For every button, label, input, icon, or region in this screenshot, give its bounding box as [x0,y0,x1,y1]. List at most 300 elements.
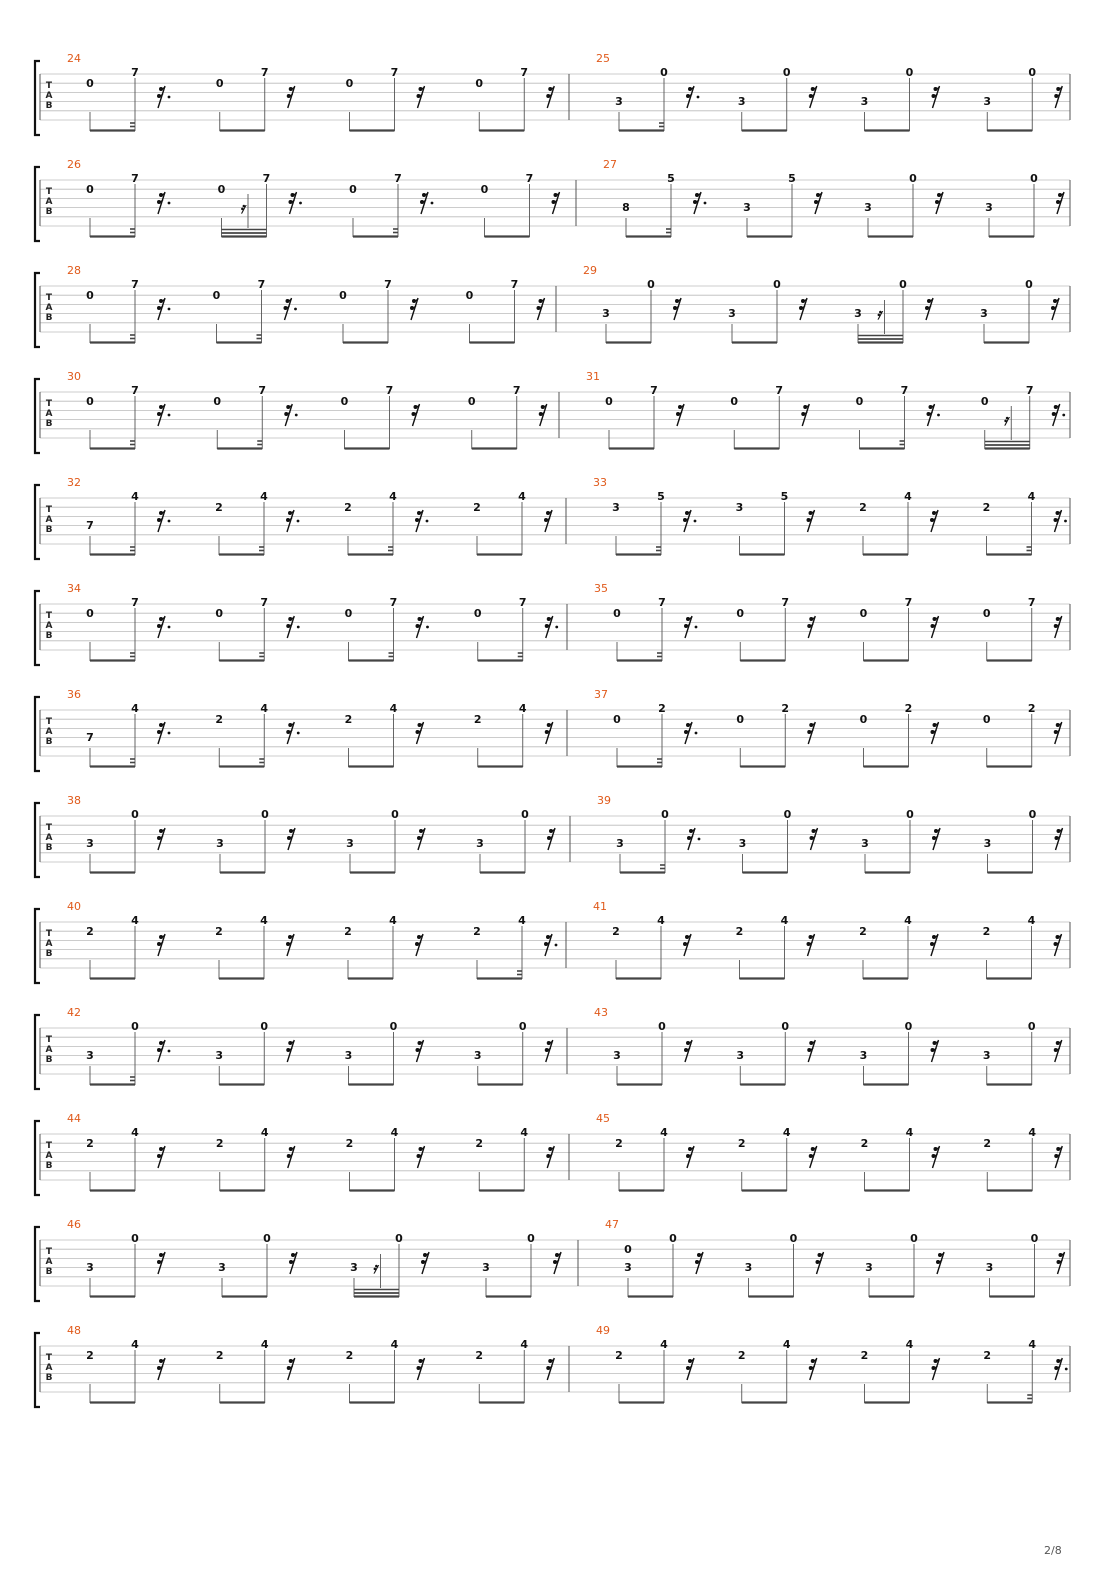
fret-number: 2 [860,1349,869,1362]
fret-number: 3 [728,307,736,320]
beat [473,490,552,555]
fret-number: 0 [261,808,269,821]
measure-number: 38 [67,794,81,807]
system-brace [35,167,40,241]
tab-clef-letter: B [45,1373,53,1383]
rest-symbol [809,86,817,108]
fret-number: 2 [86,1137,94,1150]
tab-system [35,158,1070,241]
tab-clef-letter: B [45,631,53,641]
fret-number: 2 [983,1137,992,1150]
fret-number: 3 [215,1049,224,1062]
beat [860,702,939,767]
rest-symbol [1054,1146,1062,1168]
tab-clef-letter: T [45,1141,53,1151]
rest-symbol [416,616,429,638]
fret-number: 0 [391,808,399,821]
fret-number: 0 [1030,1232,1039,1245]
fret-number: 3 [985,201,993,214]
measure-number: 42 [67,1006,81,1019]
fret-number: 4 [905,1338,914,1351]
rest-symbol [553,1252,561,1274]
fret-number: 7 [900,384,909,397]
rest-symbol [1054,86,1062,108]
fret-number: 3 [980,307,988,320]
beat [745,1232,824,1297]
fret-number: 2 [215,1137,224,1150]
fret-number: 4 [1028,1338,1037,1351]
rest-symbol [415,510,428,532]
beat [738,1126,817,1191]
beat [602,278,681,343]
fret-number: 0 [518,1020,527,1033]
rest-symbol [289,1252,297,1274]
beat [345,1020,424,1085]
beat [616,808,700,873]
rest-symbol [810,828,818,850]
rest-symbol [814,192,822,214]
measure [67,476,552,555]
rest-symbol [687,828,700,850]
fret-number: 3 [865,1261,873,1274]
tab-clef-letter: A [45,409,53,419]
fret-number: 4 [389,702,398,715]
beat [612,914,691,979]
rest-dot [695,732,698,735]
fret-number: 0 [781,1020,790,1033]
tab-clef-letter: B [45,843,53,853]
rest-symbol [286,934,294,956]
rest-symbol [1051,298,1059,320]
fret-number: 0 [905,66,914,79]
fret-number: 7 [260,596,269,609]
fret-number: 0 [605,395,613,408]
rest-symbol [286,1040,294,1062]
tab-clef-letter: T [45,505,53,515]
tab-clef-letter: B [45,949,53,959]
beat [739,808,818,873]
beat [474,1020,553,1085]
beat [86,702,170,767]
fret-number: 3 [615,95,623,108]
fret-number: 0 [773,278,781,291]
rest-dot [168,414,171,417]
fret-number: 3 [983,95,992,108]
beat [216,66,295,131]
fret-number: 7 [131,384,139,397]
rest-symbol [412,404,420,426]
beat [736,1020,815,1085]
fret-number: 2 [982,501,991,514]
rest-symbol [807,934,815,956]
fret-number: 0 [467,395,476,408]
fret-number: 5 [657,490,665,503]
tab-clef-letter: T [45,293,53,303]
measure [67,1324,554,1403]
system-brace [35,61,40,135]
beat [860,1020,939,1085]
fret-number: 3 [985,1261,994,1274]
tab-system [35,52,1070,135]
fret-number: 0 [1028,66,1037,79]
rest-dot [698,838,701,841]
tab-clef-letter: T [45,1247,53,1257]
fret-number: 4 [660,1338,668,1351]
rest-symbol [927,404,940,426]
fret-number: 0 [86,395,94,408]
rest-symbol [1057,1252,1065,1274]
fret-number: 7 [131,278,139,291]
fret-number: 0 [855,395,864,408]
beat [473,914,557,979]
rest-dot [297,626,300,629]
tab-clef-letter: B [45,207,53,217]
beat [346,66,425,131]
fret-number: 2 [615,1137,623,1150]
rest-symbol [287,1146,295,1168]
beat [215,702,299,767]
beat [856,384,940,449]
beat [344,914,423,979]
measure-number: 33 [593,476,607,489]
fret-number: 3 [86,1261,94,1274]
measure-number: 39 [597,794,611,807]
beat [341,384,420,449]
tab-system [35,1112,1070,1195]
beat [466,278,545,343]
fret-number: 0 [1028,808,1037,821]
tab-clef-letter: B [45,101,53,111]
tab-clef-letter: T [45,81,53,91]
beat [215,1020,294,1085]
beat [738,66,817,131]
rest-dot [704,202,707,205]
fret-number: 0 [789,1232,798,1245]
fret-number: 4 [904,914,912,927]
fret-number: 0 [345,77,354,90]
fret-number: 0 [215,607,224,620]
page-number: 2/8 [1044,1544,1062,1557]
system-brace [35,1015,40,1089]
fret-number: 2 [473,713,482,726]
system-brace [35,591,40,665]
rest-symbol [684,722,697,744]
fret-number: 0 [906,808,914,821]
tab-system [35,1006,1070,1089]
fret-number: 4 [1027,490,1036,503]
measure-number: 24 [67,52,81,65]
fret-number: 2 [473,501,481,514]
beat [86,278,170,343]
rest-symbol [157,404,170,426]
beat [86,384,170,449]
system-brace [35,697,40,771]
fret-number: 0 [521,808,529,821]
rest-symbol [695,1252,703,1274]
beat [612,490,696,555]
beat [983,490,1067,555]
measure [593,476,1067,555]
fret-number: 0 [339,289,347,302]
tab-clef-letter: B [45,419,53,429]
tab-clef-letter: A [45,1363,53,1373]
fret-number: 0 [736,713,745,726]
rest-symbol [415,934,423,956]
rest-symbol [417,1146,425,1168]
fret-number: 7 [658,596,666,609]
measure [67,158,560,237]
beat [984,808,1063,873]
rest-symbol [809,1358,817,1380]
measure-number: 29 [583,264,597,277]
measure-number: 44 [67,1112,81,1125]
beat [861,1126,940,1191]
rest-symbol [157,1358,165,1380]
fret-number: 4 [520,1126,529,1139]
rest-symbol [157,192,170,214]
fret-number: 2 [215,1349,224,1362]
tab-system [35,1218,1070,1301]
beat [481,172,560,237]
rest-symbol [935,192,943,214]
beat [859,490,938,555]
fret-number: 3 [613,1049,621,1062]
fret-number: 7 [518,596,527,609]
measure [586,370,1065,449]
beat [613,596,697,661]
rest-symbol [930,934,938,956]
measure-number: 48 [67,1324,81,1337]
rest-symbol [1056,192,1064,214]
tab-clef-letter: A [45,197,53,207]
fret-number: 4 [660,1126,668,1139]
measure [67,582,558,661]
rest-dot [168,626,171,629]
fret-number: 7 [650,384,658,397]
beat [474,702,553,767]
rest-dot [555,626,558,629]
fret-number: 2 [983,1349,992,1362]
fret-number: 0 [982,607,991,620]
rest-symbol [1054,1040,1062,1062]
fret-number: 4 [131,1126,139,1139]
beat [346,1126,425,1191]
beat [86,1126,165,1191]
rest-dot [168,1050,171,1053]
rest-symbol [1054,934,1062,956]
fret-number: 0 [1030,172,1038,185]
rest-symbol: 𝄿 [372,1259,378,1277]
fret-number: 0 [859,607,868,620]
beat [215,914,294,979]
rest-dot [555,944,558,947]
rest-dot [697,96,700,99]
rest-symbol [1055,828,1063,850]
tab-clef-letter: A [45,833,53,843]
tab-clef-letter: T [45,929,53,939]
rest-symbol [925,298,933,320]
rest-symbol [287,828,295,850]
rest-symbol [931,1040,939,1062]
beat [349,172,433,237]
fret-number: 0 [465,289,474,302]
fret-number: 0 [624,1243,632,1256]
fret-number: 3 [346,837,354,850]
fret-number: 0 [344,607,353,620]
measure-number: 46 [67,1218,81,1231]
measure-number: 47 [605,1218,619,1231]
beat [981,384,1065,449]
fret-number: 0 [215,77,224,90]
fret-number: 3 [612,501,620,514]
tab-clef-letter: A [45,1151,53,1161]
beat [482,1232,561,1297]
fret-number: 0 [86,77,94,90]
fret-number: 4 [390,1126,399,1139]
fret-number: 3 [859,1049,868,1062]
measure-number: 43 [594,1006,608,1019]
tab-system [35,476,1070,559]
beat [861,66,940,131]
rest-dot [694,520,697,523]
fret-number: 0 [131,808,139,821]
rest-symbol [684,616,697,638]
measure-number: 40 [67,900,81,913]
beat [736,596,815,661]
measure [594,1006,1062,1085]
measure-number: 25 [596,52,610,65]
measure [596,52,1062,131]
rest-symbol [157,510,170,532]
fret-number: 3 [860,95,869,108]
beat [615,1338,694,1403]
tab-clef-letter: A [45,727,53,737]
rest-symbol [807,722,815,744]
rest-dot [297,732,300,735]
tab-system [35,1324,1070,1407]
fret-number: 7 [384,278,392,291]
fret-number: 2 [860,1137,869,1150]
fret-number: 2 [86,925,94,938]
rest-symbol [683,510,696,532]
rest-symbol: 𝄿 [240,199,245,217]
fret-number: 7 [131,172,139,185]
rest-symbol [807,1040,815,1062]
fret-number: 4 [389,490,397,503]
tab-clef-letter: A [45,303,53,313]
rest-symbol [693,192,706,214]
fret-number: 7 [510,278,519,291]
fret-number: 0 [349,183,357,196]
rest-symbol [816,1252,824,1274]
measure [67,1218,561,1297]
rest-symbol [1052,404,1065,426]
rest-symbol [673,298,681,320]
tab-clef-letter: A [45,515,53,525]
fret-number: 0 [475,77,484,90]
rest-symbol [686,1358,694,1380]
fret-number: 5 [780,490,789,503]
beat [983,1020,1062,1085]
system-brace [35,273,40,347]
fret-number: 0 [86,607,94,620]
beat [215,596,299,661]
beat [86,1020,170,1085]
rest-symbol [683,934,691,956]
rest-symbol [809,1146,817,1168]
rest-dot [168,308,171,311]
fret-number: 2 [344,925,352,938]
beat [86,914,165,979]
fret-number: 2 [475,1349,484,1362]
rest-symbol [931,722,939,744]
fret-number: 0 [1025,278,1033,291]
tab-clef-letter: A [45,91,53,101]
beat [738,1338,817,1403]
rest-symbol [807,616,815,638]
tab-clef-letter: A [45,1257,53,1267]
fret-number: 7 [131,596,139,609]
beat [865,1232,944,1297]
beat [474,596,558,661]
beat [860,596,939,661]
fret-number: 4 [260,490,268,503]
rest-symbol [410,298,418,320]
tab-system [35,582,1070,665]
rest-symbol [932,828,940,850]
rest-symbol [416,1040,424,1062]
rest-symbol [417,1358,425,1380]
tab-system [35,688,1070,771]
fret-number: 7 [520,66,529,79]
beat [86,596,170,661]
fret-number: 7 [390,66,399,79]
fret-number: 2 [904,702,913,715]
fret-number: 0 [910,1232,918,1245]
rest-dot [299,202,302,205]
measure [597,794,1063,873]
rest-symbol [157,1252,165,1274]
fret-number: 7 [525,172,534,185]
beat [736,702,815,767]
beat [622,172,706,237]
measure-number: 27 [603,158,617,171]
rest-symbol [286,616,299,638]
fret-number: 4 [1028,1126,1037,1139]
fret-number: 2 [475,1137,484,1150]
beat [215,490,299,555]
fret-number: 3 [476,837,484,850]
rest-symbol [421,1252,429,1274]
fret-number: 3 [738,837,747,850]
rest-symbol [1054,1358,1067,1380]
fret-number: 2 [473,925,481,938]
tab-system [35,264,1070,347]
measure-number: 26 [67,158,81,171]
fret-number: 4 [657,914,665,927]
beat [350,1232,429,1297]
beat [346,808,425,873]
fret-number: 2 [612,925,620,938]
rest-dot [295,414,298,417]
rest-symbol [807,510,815,532]
system-brace [35,1227,40,1301]
rest-dot [426,626,429,629]
fret-number: 0 [859,713,868,726]
fret-number: 3 [216,837,224,850]
fret-number: 0 [260,1020,269,1033]
beat [613,1020,692,1085]
